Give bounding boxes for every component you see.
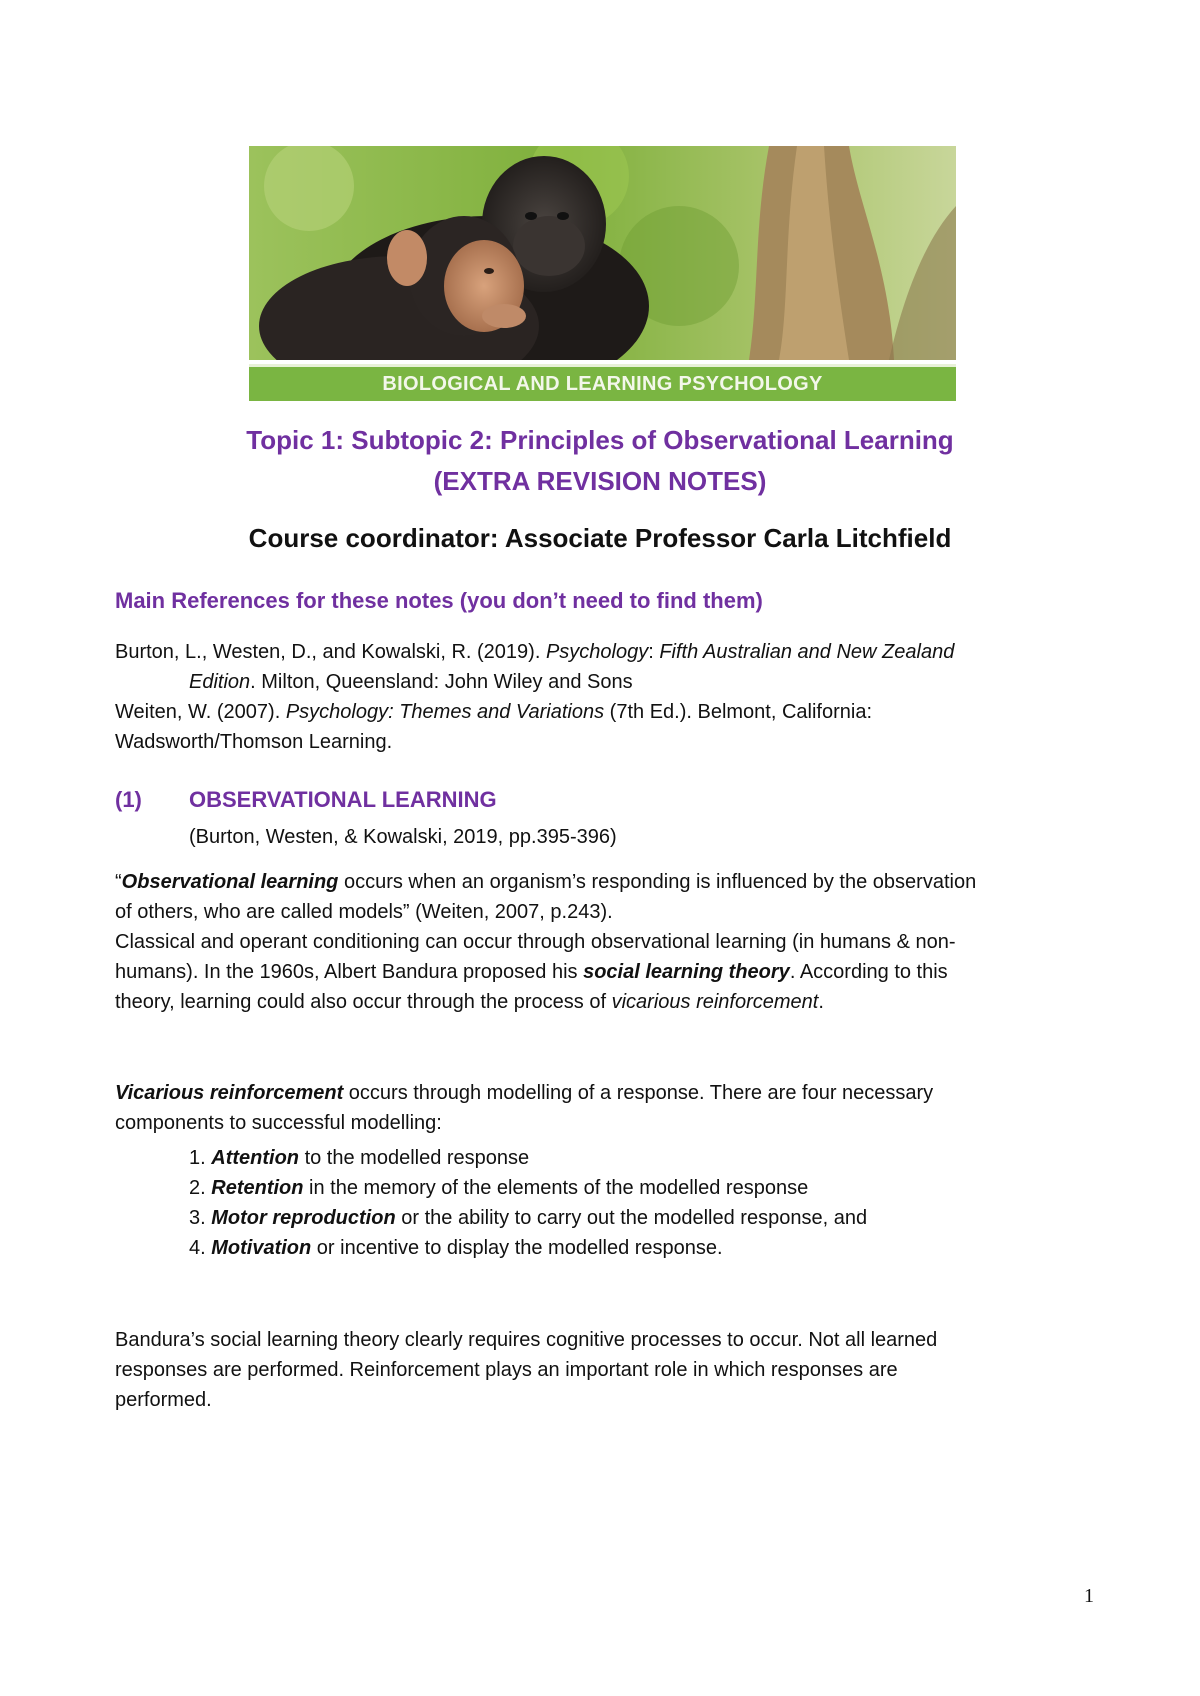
paragraph-1-line-3: Classical and operant conditioning can occur through observational learning (in humans & non- <box>115 931 956 953</box>
paragraph-1-line-1: “Observational learning occurs when an organism’s responding is influenced by the observation <box>115 871 977 893</box>
list-item: 3. Motor reproduction or the ability to carry out the modelled response, and <box>189 1207 868 1229</box>
reference-1-line-2: Edition. Milton, Queensland: John Wiley and Sons <box>189 671 633 693</box>
list-item: 4. Motivation or incentive to display the modelled response. <box>189 1237 723 1259</box>
paragraph-2-line-1: Vicarious reinforcement occurs through modelling of a response. There are four necessary <box>115 1082 934 1104</box>
paragraph-1-line-4: humans). In the 1960s, Albert Bandura proposed his social learning theory. According to this <box>115 961 948 983</box>
page-number: 1 <box>1084 1585 1094 1607</box>
header-banner <box>249 146 956 401</box>
reference-1-line-1: Burton, L., Westen, D., and Kowalski, R. (2019). Psychology: Fifth Australian and New Zealand <box>115 641 955 663</box>
section-title: OBSERVATIONAL LEARNING <box>189 787 497 812</box>
list-item: 1. Attention to the modelled response <box>189 1147 530 1169</box>
reference-2-line-1: Weiten, W. (2007). Psychology: Themes and Variations (7th Ed.). Belmont, California: <box>115 701 873 723</box>
paragraph-1-line-5: theory, learning could also occur through the process of vicarious reinforcement. <box>115 991 824 1013</box>
reference-2-line-2: Wadsworth/Thomson Learning. <box>115 731 393 753</box>
paragraph-3-line-1: Bandura’s social learning theory clearly requires cognitive processes to occur. Not all learned <box>115 1329 938 1351</box>
document-title: Topic 1: Subtopic 2: Principles of Observational Learning <box>246 425 954 455</box>
banner-caption: BIOLOGICAL AND LEARNING PSYCHOLOGY <box>382 372 823 395</box>
banner-caption-bar <box>249 364 956 401</box>
paragraph-3-line-3: performed. <box>115 1389 212 1411</box>
paragraph-3-line-2: responses are performed. Reinforcement plays an important role in which responses are <box>115 1359 898 1381</box>
references-heading: Main References for these notes (you don’t need to find them) <box>115 588 763 613</box>
list-item: 2. Retention in the memory of the elements of the modelled response <box>189 1177 809 1199</box>
section-citation: (Burton, Westen, & Kowalski, 2019, pp.395-396) <box>189 826 617 848</box>
document-subtitle: (EXTRA REVISION NOTES) <box>433 466 767 496</box>
modelling-components-list <box>189 1143 867 1263</box>
course-coordinator: Course coordinator: Associate Professor Carla Litchfield <box>248 523 952 553</box>
chimpanzees-photo <box>249 146 956 360</box>
paragraph-1-line-2: of others, who are called models” (Weiten, 2007, p.243). <box>115 901 613 923</box>
paragraph-2-line-2: components to successful modelling: <box>115 1112 442 1134</box>
section-number: (1) <box>115 787 142 812</box>
